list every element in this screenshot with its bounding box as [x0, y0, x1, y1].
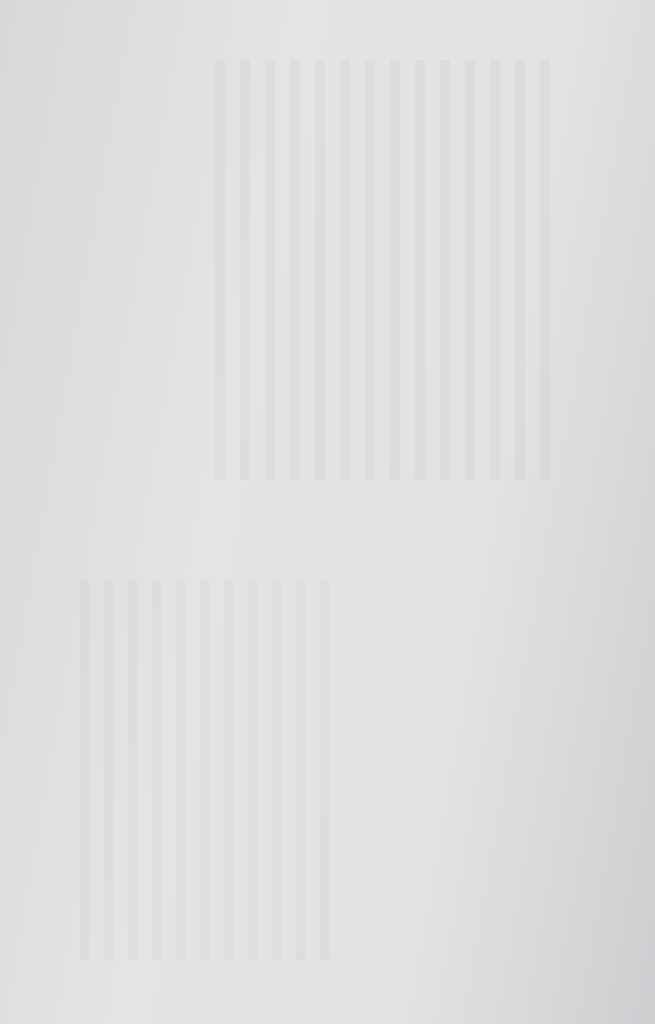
bleed-through-text	[215, 60, 565, 480]
bleed-through-text-lower	[80, 580, 340, 960]
